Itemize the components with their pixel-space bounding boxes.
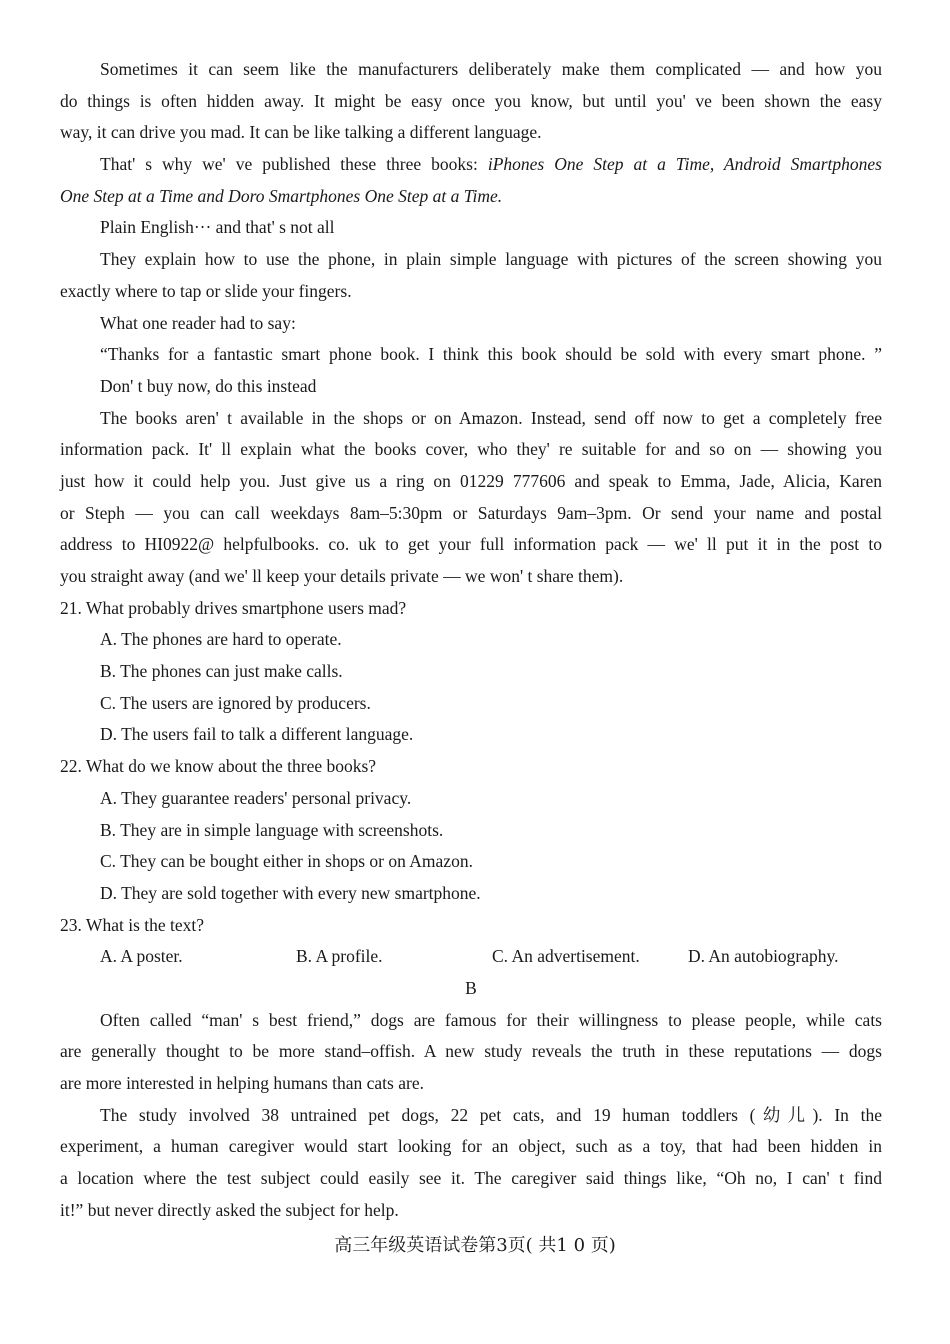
passage-a-p2-prefix: That' s why we' ve published these three books: — [100, 154, 488, 175]
book-titles-part1: iPhones One Step at a Time, Android Smartphones — [487, 154, 882, 175]
passage-b-p1-line1: Often called “man' s best friend,” dogs are famous for their willingness to please people, while cats — [100, 1009, 882, 1030]
passage-a-p2-line2 — [60, 181, 882, 213]
passage-a-p4-line3: just how it could help you. Just give us a ring on 01229 777606 and speak to Emma, Jade, Alicia, Karen — [60, 470, 882, 491]
exam-page — [60, 54, 882, 1226]
question-22-option-c: C. They can be bought either in shops or on Amazon. — [100, 851, 473, 872]
passage-a-p3-line2: exactly where to tap or slide your fingers. — [60, 280, 352, 301]
subheading-reader-says: What one reader had to say: — [100, 312, 296, 333]
question-23-option-d: D. An autobiography. — [688, 946, 839, 967]
question-21-option-d: D. The users fail to talk a different language. — [100, 724, 414, 745]
question-21-option-a: A. The phones are hard to operate. — [100, 629, 342, 650]
question-22-option-d: D. They are sold together with every new smartphone. — [100, 882, 481, 903]
passage-a-p4-line2: information pack. It' ll explain what the books cover, who they' re suitable for and so on — showing you — [60, 439, 882, 460]
subheading-dont-buy: Don' t buy now, do this instead — [100, 375, 317, 396]
passage-a-p4-line1: The books aren' t available in the shops or on Amazon. Instead, send off now to get a completely free — [100, 407, 882, 428]
passage-b-p1-line2: are generally thought to be more stand–offish. A new study reveals the truth in these reputations — dogs — [60, 1041, 882, 1062]
passage-a-p4-line4: or Steph — you can call weekdays 8am–5:30pm or Saturdays 9am–3pm. Or send your name and postal — [60, 502, 882, 523]
passage-a-p3-line1: They explain how to use the phone, in plain simple language with pictures of the screen showing you — [100, 249, 882, 270]
subheading-plain-english: Plain English··· and that' s not all — [100, 217, 335, 238]
question-21-option-b: B. The phones can just make calls. — [100, 661, 343, 682]
passage-b-p2-line1: The study involved 38 untrained pet dogs, 22 pet cats, and 19 human toddlers (幼儿). In the — [100, 1104, 882, 1125]
question-23-stem: 23. What is the text? — [60, 914, 205, 935]
passage-b-p2-line4: it!” but never directly asked the subject for help. — [60, 1199, 399, 1220]
question-23-options — [60, 941, 882, 973]
passage-b-p1-line3: are more interested in helping humans than cats are. — [60, 1073, 424, 1093]
passage-a-p2-line1 — [60, 149, 882, 181]
passage-b-p2-line2: experiment, a human caregiver would start looking for an object, such as a toy, that had been hidden in — [60, 1136, 882, 1157]
question-22-option-b: B. They are in simple language with screenshots. — [100, 819, 444, 840]
passage-a-p4-line5: address to HI0922@ helpfulbooks. co. uk to get your full information pack — we' ll put it in the post to — [60, 534, 882, 555]
question-23-option-a: A. A poster. — [100, 946, 183, 967]
reader-quote: “Thanks for a fantastic smart phone book. I think this book should be sold with every smart phone. ” — [100, 344, 882, 365]
passage-b-p2-line3: a location where the test subject could easily see it. The caregiver said things like, “Oh no, I can' t find — [60, 1168, 882, 1189]
section-b-heading: B — [465, 977, 477, 998]
question-21-stem: 21. What probably drives smartphone users mad? — [60, 597, 407, 618]
question-21-option-c: C. The users are ignored by producers. — [100, 692, 371, 713]
passage-a-p4-line6: you straight away (and we' ll keep your details private — we won' t share them). — [60, 566, 624, 586]
passage-a-p1-line3: way, it can drive you mad. It can be like talking a different language. — [60, 122, 542, 143]
question-23-option-c: C. An advertisement. — [492, 946, 640, 967]
book-titles-part2: One Step at a Time and Doro Smartphones One Step at a Time. — [60, 185, 503, 206]
page-footer: 高三年级英语试卷第3页( 共1 0 页) — [334, 1235, 616, 1256]
question-23-option-b: B. A profile. — [296, 946, 383, 967]
passage-a-p1-line1: Sometimes it can seem like the manufacturers deliberately make them complicated — and how you — [100, 59, 882, 79]
question-22-option-a: A. They guarantee readers' personal privacy. — [100, 787, 412, 808]
passage-a-p1-line2: do things is often hidden away. It might be easy once you know, but until you' ve been shown the easy — [60, 90, 882, 111]
question-22-stem: 22. What do we know about the three books? — [60, 756, 377, 777]
